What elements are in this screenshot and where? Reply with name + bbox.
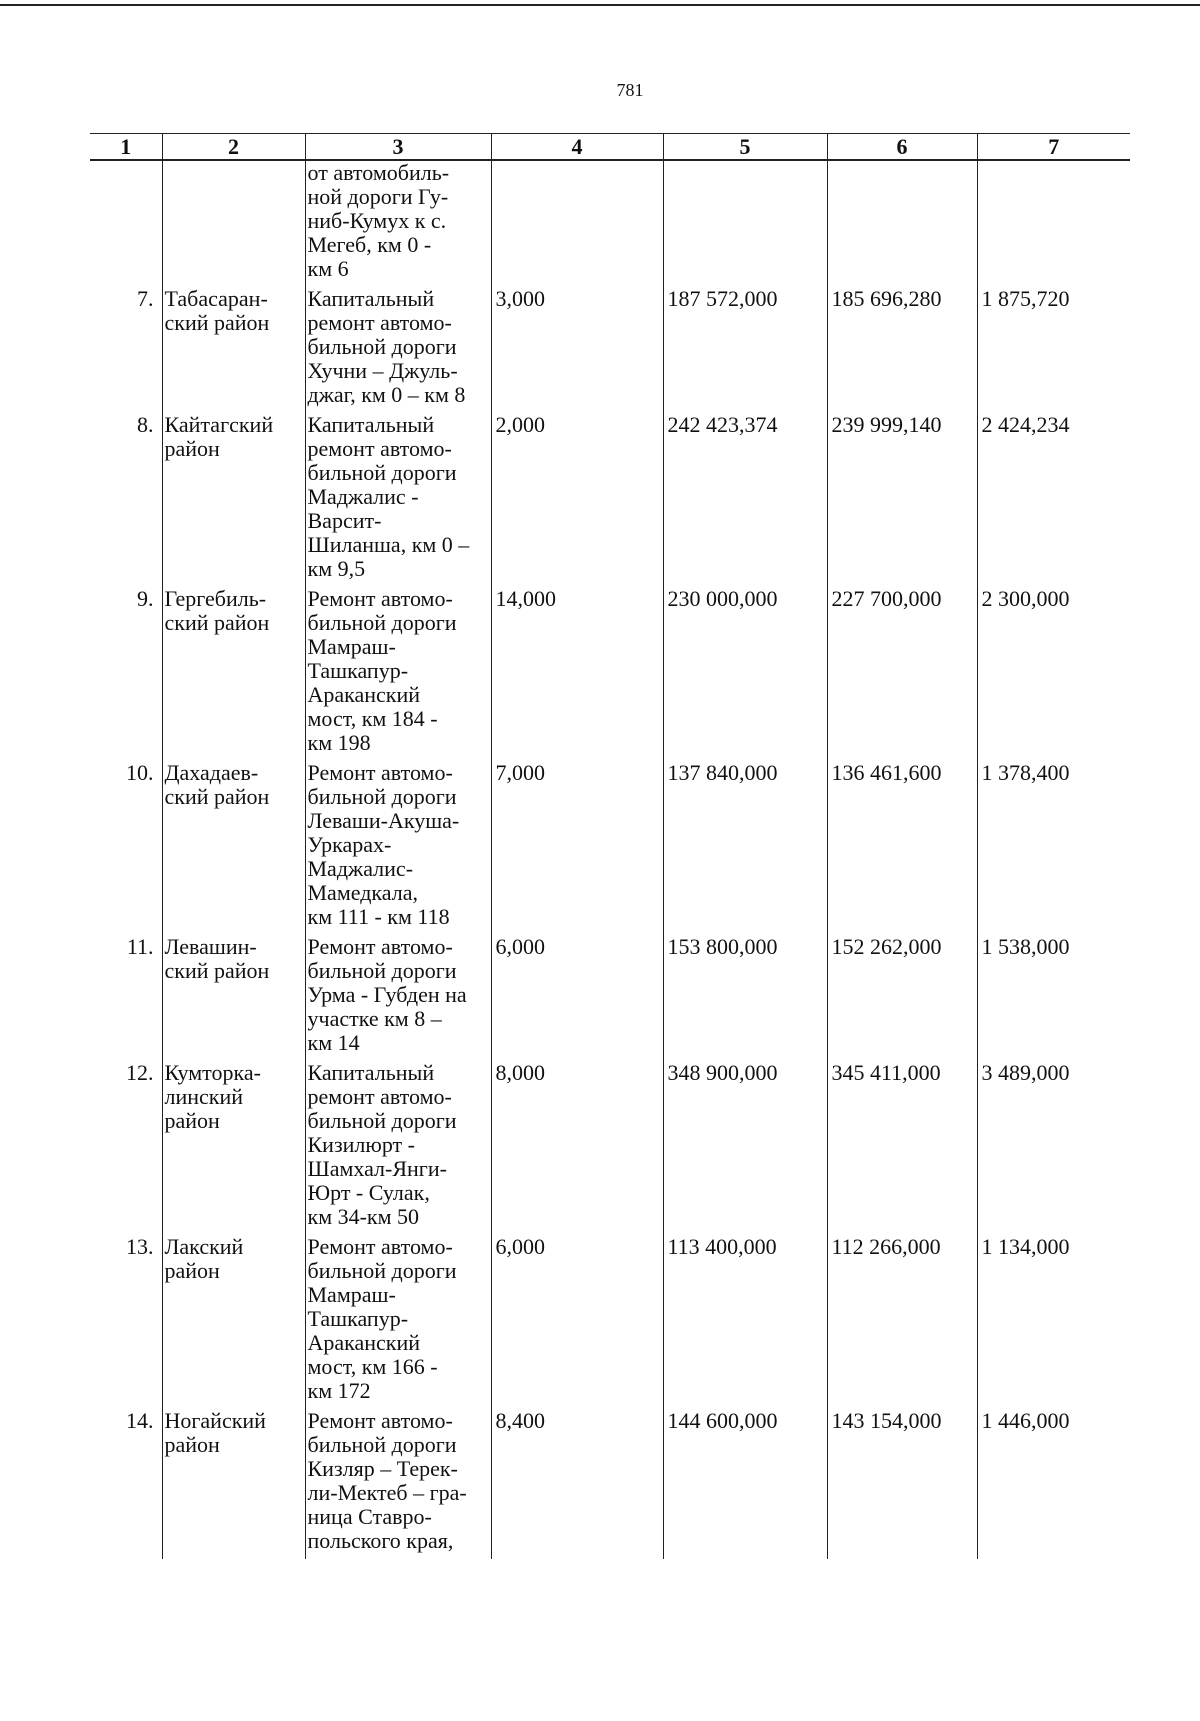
object-cell: Капитальный ремонт автомо- бильной дороги Хучни – Джуль- джаг, км 0 – км 8 xyxy=(305,287,491,413)
table-row xyxy=(90,761,1130,935)
page-number: 781 xyxy=(616,80,644,100)
object-cell: Ремонт автомо- бильной дороги Урма - Губден на участке км 8 – км 14 xyxy=(305,935,491,1061)
regional-cell: 2 300,000 xyxy=(977,587,1130,761)
total-cell xyxy=(663,160,827,287)
object-cell: Ремонт автомо- бильной дороги Мамраш- Ташкапур- Араканский мост, км 166 - км 172 xyxy=(305,1235,491,1409)
header-col-1: 1 xyxy=(90,134,162,161)
road-repair-table xyxy=(90,133,1130,1559)
header-col-4: 4 xyxy=(491,134,663,161)
regional-cell: 1 378,400 xyxy=(977,761,1130,935)
length-cell: 3,000 xyxy=(491,287,663,413)
header-col-2: 2 xyxy=(162,134,305,161)
object-cell: Капитальный ремонт автомо- бильной дороги Кизилюрт - Шамхал-Янги- Юрт - Сулак, км 34-км 50 xyxy=(305,1061,491,1235)
federal-cell: 136 461,600 xyxy=(827,761,977,935)
district-cell: Кайтагский район xyxy=(162,413,305,587)
length-cell: 8,400 xyxy=(491,1409,663,1559)
table-row xyxy=(90,1235,1130,1409)
total-cell: 348 900,000 xyxy=(663,1061,827,1235)
header-col-3: 3 xyxy=(305,134,491,161)
row-number: 8. xyxy=(137,412,154,437)
top-rule xyxy=(0,4,1200,6)
row-number: 12. xyxy=(126,1060,154,1085)
header-row xyxy=(90,134,1130,161)
table-row xyxy=(90,160,1130,287)
total-cell: 242 423,374 xyxy=(663,413,827,587)
federal-cell: 239 999,140 xyxy=(827,413,977,587)
row-number: 11. xyxy=(126,934,154,959)
length-cell: 7,000 xyxy=(491,761,663,935)
row-number: 14. xyxy=(126,1408,154,1433)
regional-cell: 2 424,234 xyxy=(977,413,1130,587)
total-cell: 230 000,000 xyxy=(663,587,827,761)
object-cell: от автомобиль- ной дороги Гу- ниб-Кумух к с. Мегеб, км 0 - км 6 xyxy=(305,160,491,287)
object-cell: Капитальный ремонт автомо- бильной дороги Маджалис - Варсит- Шиланша, км 0 – км 9,5 xyxy=(305,413,491,587)
federal-cell: 345 411,000 xyxy=(827,1061,977,1235)
table-row xyxy=(90,587,1130,761)
object-cell: Ремонт автомо- бильной дороги Кизляр – Терек- ли-Мектеб – гра- ница Ставро- польского края, xyxy=(305,1409,491,1559)
length-cell: 6,000 xyxy=(491,1235,663,1409)
row-number xyxy=(90,160,162,287)
federal-cell: 143 154,000 xyxy=(827,1409,977,1559)
length-cell: 14,000 xyxy=(491,587,663,761)
length-cell: 8,000 xyxy=(491,1061,663,1235)
header-col-6: 6 xyxy=(827,134,977,161)
regional-cell: 1 875,720 xyxy=(977,287,1130,413)
table-row xyxy=(90,287,1130,413)
table-row xyxy=(90,1061,1130,1235)
length-cell: 6,000 xyxy=(491,935,663,1061)
total-cell: 187 572,000 xyxy=(663,287,827,413)
district-cell xyxy=(162,160,305,287)
table-row xyxy=(90,935,1130,1061)
length-cell xyxy=(491,160,663,287)
district-cell: Табасаран- ский район xyxy=(162,287,305,413)
regional-cell: 1 134,000 xyxy=(977,1235,1130,1409)
total-cell: 153 800,000 xyxy=(663,935,827,1061)
row-number: 13. xyxy=(126,1234,154,1259)
table-row xyxy=(90,1409,1130,1559)
object-cell: Ремонт автомо- бильной дороги Леваши-Акуша- Уркарах- Маджалис- Мамедкала, км 111 - км 118 xyxy=(305,761,491,935)
regional-cell: 3 489,000 xyxy=(977,1061,1130,1235)
regional-cell: 1 446,000 xyxy=(977,1409,1130,1559)
row-number: 7. xyxy=(137,286,154,311)
row-number: 9. xyxy=(137,586,154,611)
total-cell: 137 840,000 xyxy=(663,761,827,935)
header-col-5: 5 xyxy=(663,134,827,161)
federal-cell: 112 266,000 xyxy=(827,1235,977,1409)
total-cell: 113 400,000 xyxy=(663,1235,827,1409)
header-col-7: 7 xyxy=(977,134,1130,161)
district-cell: Лакский район xyxy=(162,1235,305,1409)
object-cell: Ремонт автомо- бильной дороги Мамраш- Ташкапур- Араканский мост, км 184 - км 198 xyxy=(305,587,491,761)
row-number: 10. xyxy=(126,760,154,785)
total-cell: 144 600,000 xyxy=(663,1409,827,1559)
district-cell: Левашин- ский район xyxy=(162,935,305,1061)
district-cell: Кумторка- линский район xyxy=(162,1061,305,1235)
district-cell: Дахадаев- ский район xyxy=(162,761,305,935)
district-cell: Гергебиль- ский район xyxy=(162,587,305,761)
federal-cell: 227 700,000 xyxy=(827,587,977,761)
federal-cell xyxy=(827,160,977,287)
table-row xyxy=(90,413,1130,587)
regional-cell xyxy=(977,160,1130,287)
regional-cell: 1 538,000 xyxy=(977,935,1130,1061)
length-cell: 2,000 xyxy=(491,413,663,587)
federal-cell: 185 696,280 xyxy=(827,287,977,413)
federal-cell: 152 262,000 xyxy=(827,935,977,1061)
district-cell: Ногайский район xyxy=(162,1409,305,1559)
